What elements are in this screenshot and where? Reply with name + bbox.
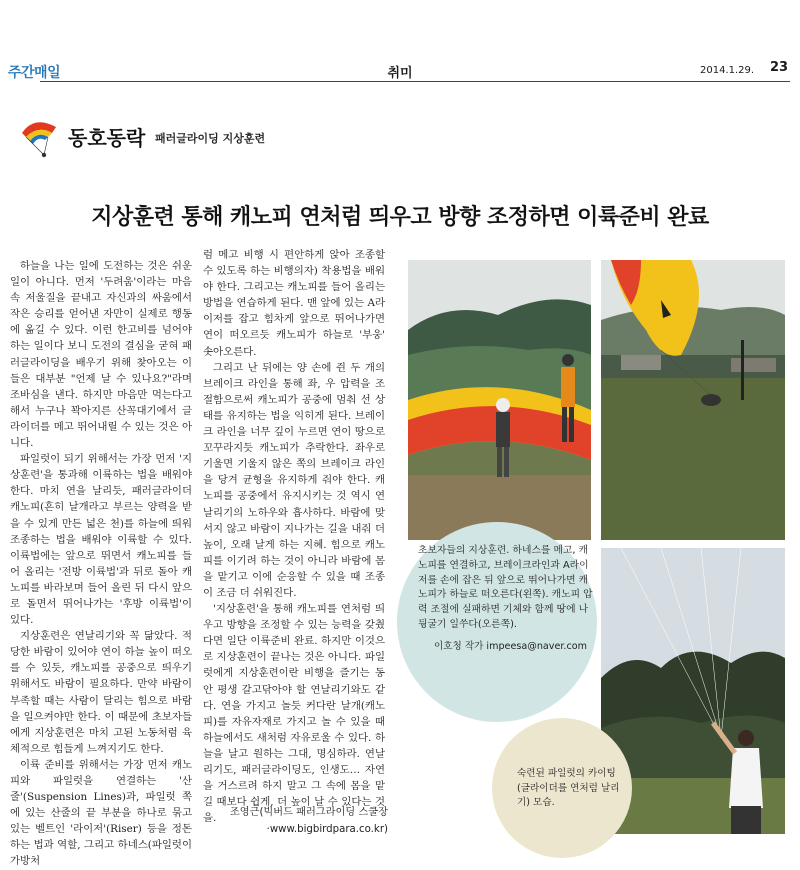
paraglider-icon	[20, 117, 60, 159]
photo-ground-training-image	[408, 260, 591, 540]
page-number: 23	[770, 60, 789, 75]
paragraph: 럼 메고 비행 시 편안하게 앉아 조종할 수 있도록 하는 비행의자) 착용법을 배워야 한다. 그리고는 캐노피를 들어 올리는 방법을 연습하게 된다. 맨 앞에 있는 A라이저를 잡고 힘차게 앞으로 뛰어나가면 연이 떠오르듯 캐노피가 하늘로 '부웅' 솟아오른다.	[203, 249, 385, 358]
paragraph: 이륙 준비를 위해서는 가장 먼저 캐노피와 파일럿을 연결하는 '산줄'(Suspension Lines)과, 파일럿 쪽에 있는 산줄의 끝 부분을 하나로 묶고 있는 벨트인 '라이저'(Riser) 등을 정돈하는 법과 역할, 그리고 하네스(파일럿이 가방처	[10, 758, 192, 868]
column-name: 동호동락	[68, 126, 146, 150]
photo-canopy-crash-image	[601, 260, 785, 540]
photo-credit: 이호청 작가 impeesa@naver.com	[434, 641, 587, 652]
page-header	[0, 0, 800, 80]
paragraph: 지상훈련은 연날리기와 꼭 닮았다. 적당한 바람이 있어야 연이 하늘 높이 떠오를 수 있듯, 캐노피를 공중으로 띄우기 위해서도 바람이 필요하다. 만약 바람이 부족할 때는 사람이 달리는 힘으로 바람을 일으켜야만 한다. 이 때문에 초보자들에게 지상훈련은 마치 고된 노동처럼 육체적으로 힘들게 느껴지기도 한다.	[10, 630, 192, 755]
paragraph: 하늘을 나는 일에 도전하는 것은 쉬운 일이 아니다. 먼저 '두려움'이라는 마음속 저울질을 끝내고 자신과의 싸움에서 작은 승리를 얻어낸 자만이 실제로 행동에 옮길 수 있다. 이런 한고비를 넘어야 하는 일이다 보니 도전의 결심을 굳혀 패러글라이딩을 배우기 위해 찾아오는 이들은 대부분 "언제 날 수 있나요?"라며 조바심을 낸다. 하지만 마음만 먹는다고 해서 누구나 꽉아지른 산꼭대기에서 글라이더를 메고 뛰어내릴 수 있는 것은 아니다.	[10, 260, 192, 450]
paragraph: 그리고 난 뒤에는 양 손에 쥔 두 개의 브레이크 라인을 통해 좌, 우 압력을 조절함으로써 캐노피가 공중에 멈춰 선 상태를 유지하는 법을 익히게 된다. 브레이크 라인을 너무 깊이 누르면 연이 땅으로 꼬꾸라지듯 캐노피가 추락한다. 좌우로 기울면 기울지 않은 쪽의 브레이크 라인을 당겨 균형을 유지하게 줘야 한다. 캐노피를 공중에서 유지시키는 것 역시 연날리기의 노하우와 흡사하다. 바람에 맞서지 않고 바람이 지나가는 길을 내줘 더 높이, 오래 날게 하는 지혜. 힘으로 캐노피를 이기려 하는 것이 아니라 바람에 몸을 맡기고 이에 순응할 수 있을 때 조종이 조금 더 쉬워진다.	[203, 361, 385, 599]
signature-url: ·www.bigbirdpara.co.kr)	[266, 824, 388, 835]
paragraph: 파일럿이 되기 위해서는 가장 먼저 '지상훈련'을 통과해 이륙하는 법을 배워야 한다. 마치 연을 날리듯, 패러글라이더 캐노피(흔히 날개라고 부르는 양력을 받을 수 있게 만든 넓은 천)를 하늘에 띄워 조종하는 법을 배워야 이륙할 수 있다. 이륙법에는 앞으로 뛰면서 캐노피를 들어 올리는 '전방 이륙법'과 뒤로 돌아 캐노피를 바라보며 들어 올린 뒤 다시 앞으로 돌면서 뛰어나가는 '후방 이륙법'이 있다.	[10, 453, 192, 627]
photo-caption-secondary: 숙련된 파일럿의 카이팅(글라이더를 연처럼 날리기) 모습.	[517, 768, 620, 808]
article-headline: 지상훈련 통해 캐노피 연처럼 띄우고 방향 조정하면 이륙준비 완료	[91, 204, 709, 230]
paragraph: '지상훈련'을 통해 캐노피를 연처럼 띄우고 방향을 조정할 수 있는 능력을 갖췄다면 일단 이륙준비 완료. 하지만 이것으로 지상훈련이 끝나는 것은 아니다. 파일럿에게 지상훈련이란 비행을 즐기는 동안 평생 갈고닦아야 할 연날리기와도 같다. 연을 가지고 놀듯 커다란 날개(캐노피)를 자유자재로 가지고 놀 수 있을 때 하늘에서도 새처럼 자유로울 수 있다. 하늘을 날고 원하는 그대, 명심하라. 연날리기도, 패러글라이딩도, 인생도… 자연을 거스르려 하지 말고 그 속에 몸을 맡길 때보다 쉽게, 더 높이 날 수 있다는 것을.	[203, 603, 385, 825]
signature-name: 조영근(빅버드 패러그라이딩 스쿨장	[229, 807, 388, 818]
column-subtitle: 패러글라이딩 지상훈련	[155, 132, 266, 145]
masthead-logo: 주간매일	[8, 65, 61, 81]
body-column-1	[10, 258, 192, 868]
photo-ground-training	[408, 260, 591, 540]
issue-date: 2014.1.29.	[700, 65, 755, 76]
header-divider	[40, 81, 790, 82]
photo-caption-main: 초보자들의 지상훈련. 하네스를 메고, 캐노피를 연결하고, 브레이크라인과 A라이저를 손에 잡은 뒤 앞으로 뛰어나가면 캐노피가 하늘로 떠오른다(왼쪽). 캐노피 압력 조절에 실패하면 기체와 함께 땅에 나뒹굴기 일쑤다(오른쪽).	[418, 545, 593, 630]
photo-canopy-crash	[601, 260, 785, 540]
author-signature	[200, 804, 388, 838]
section-label: 취미	[387, 66, 413, 81]
